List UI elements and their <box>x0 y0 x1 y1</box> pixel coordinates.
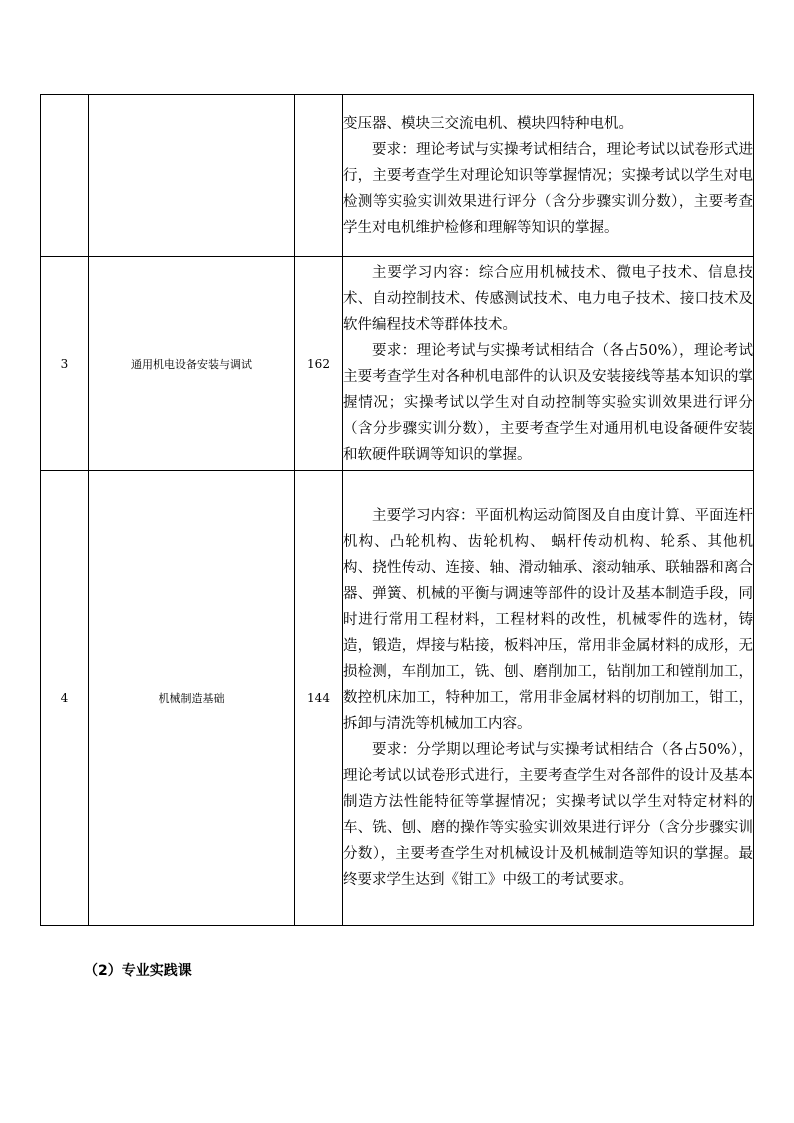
course-number-cell: 3 <box>41 257 89 471</box>
table-row <box>41 95 754 257</box>
course-name-cell: 通用机电设备安装与调试 <box>89 257 295 471</box>
table-row <box>41 471 754 926</box>
description-paragraph: 主要学习内容：平面机构运动简图及自由度计算、平面连杆机构、凸轮机构、齿轮机构、 蜗杆传动机构、轮系、其他机构、挠性传动、连接、轴、滑动轴承、滚动轴承、联轴器和离合器、弹簧、机械的平衡与调速等部件的设计及基本制造手段，同时进行常用工程材料，工程材料的改性，机械零件的选材，铸造，锻造，焊接与粘接，板料冲压，常用非金属材料的成形，无损检测，车削加工，铣、刨、磨削加工，钻削加工和镗削加工，数控机床加工，特种加工，常用非金属材料的切削加工，钳工，拆卸与清洗等机械加工内容。 <box>343 508 753 732</box>
course-hours-cell: 144 <box>295 471 343 926</box>
requirement-paragraph: 要求：理论考试与实操考试相结合，理论考试以试卷形式进行，主要考查学生对理论知识等掌握情况；实操考试以学生对电检测等实验实训效果进行评分（含分步骤实训分数），主要考查学生对电机维护检修和理解等知识的掌握。 <box>343 141 753 236</box>
course-description-cell <box>343 95 754 257</box>
course-hours-cell: 162 <box>295 257 343 471</box>
course-table <box>40 94 754 926</box>
course-name-cell <box>89 95 295 257</box>
section-heading: （2）专业实践课 <box>84 963 192 979</box>
course-number-cell <box>41 95 89 257</box>
description-paragraph: 变压器、模块三交流电机、模块四特种电机。 <box>343 115 633 132</box>
course-hours-cell <box>295 95 343 257</box>
course-description-cell <box>343 471 754 926</box>
description-paragraph: 主要学习内容：综合应用机械技术、微电子技术、信息技术、自动控制技术、传感测试技术、电力电子技术、接口技术及软件编程技术等群体技术。 <box>343 264 753 333</box>
requirement-paragraph: 要求：分学期以理论考试与实操考试相结合（各占50%），理论考试以试卷形式进行，主要考查学生对各部件的设计及基本制造方法性能特征等掌握情况；实操考试以学生对特定材料的车、铣、刨、磨的操作等实验实训效果进行评分（含分步骤实训分数），主要考查学生对机械设计及机械制造等知识的掌握。最终要求学生达到《钳工》中级工的考试要求。 <box>343 742 753 888</box>
course-name-cell: 机械制造基础 <box>89 471 295 926</box>
course-description-cell <box>343 257 754 471</box>
course-number-cell: 4 <box>41 471 89 926</box>
requirement-paragraph: 要求：理论考试与实操考试相结合（各占50%），理论考试主要考查学生对各种机电部件的认识及安装接线等基本知识的掌握情况；实操考试以学生对自动控制等实验实训效果进行评分（含分步骤实训分数），主要考查学生对通用机电设备硬件安装和软硬件联调等知识的掌握。 <box>343 342 753 463</box>
table-row <box>41 257 754 471</box>
